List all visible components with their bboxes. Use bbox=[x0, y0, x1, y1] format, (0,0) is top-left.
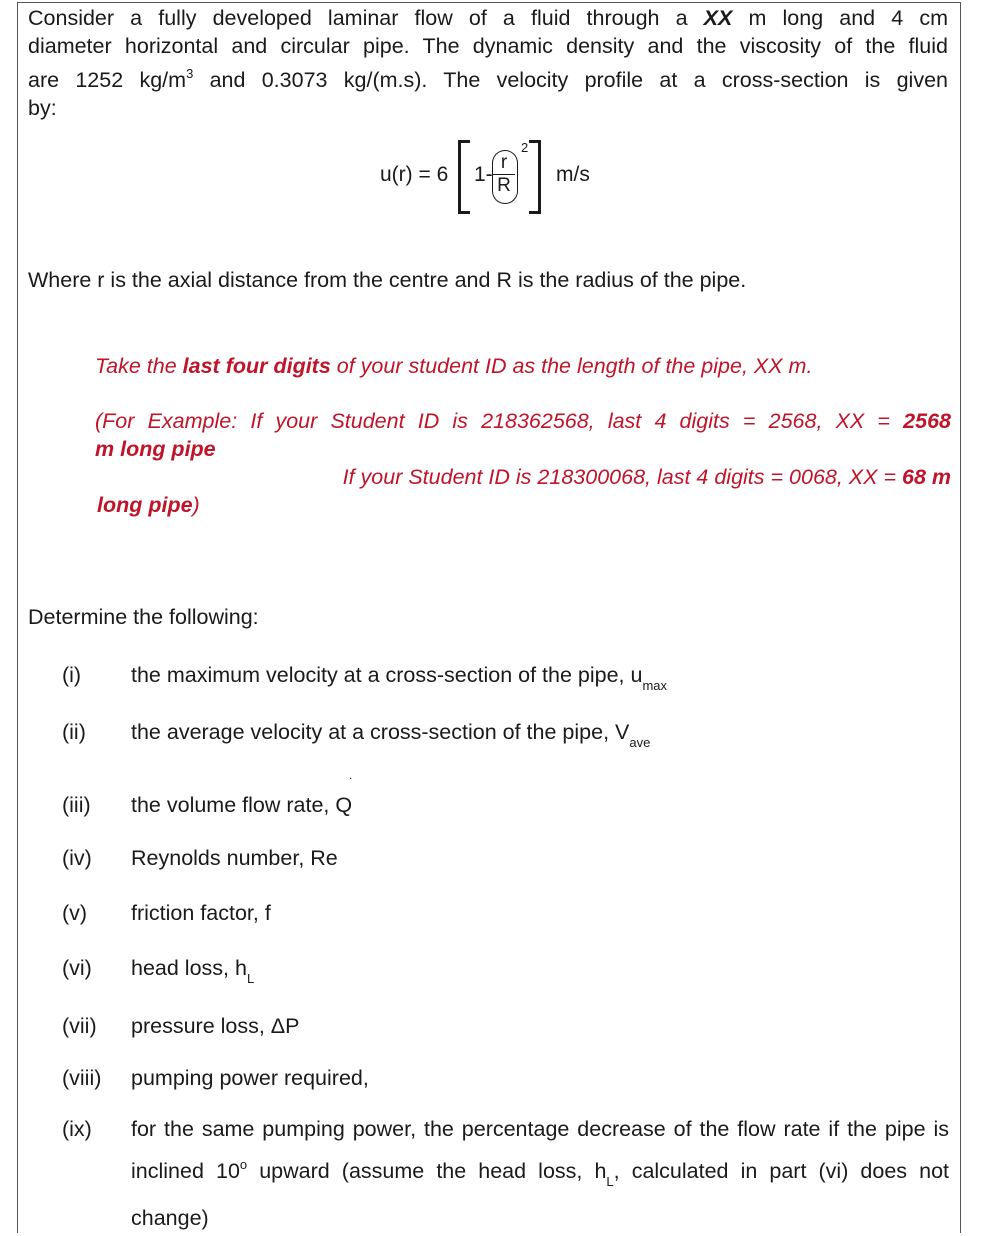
item-max-velocity: the maximum velocity at a cross-section of the pipe, $u_{max}$ bbox=[131, 663, 668, 693]
intro-line-1: Consider a fully developed laminar flow of a fluid through a XX m long and 4 cm bbox=[28, 6, 948, 30]
equation-lhs: u(r) = 6 bbox=[380, 163, 449, 186]
item-number: (v) bbox=[62, 901, 88, 925]
instruction-take: Take the last four digits of your student ID as the length of the pipe, XX m. bbox=[95, 354, 813, 378]
item-reynolds-number: Reynolds number, Re bbox=[131, 846, 338, 870]
item-number: (iii) bbox=[62, 793, 91, 817]
item-pumping-power: pumping power required, bbox=[131, 1066, 369, 1090]
item-number: (ii) bbox=[62, 720, 86, 744]
instruction-example-1: (For Example: If your Student ID is 218362568, last 4 digits = 2568, XX = 2568 m long pipe bbox=[95, 409, 951, 461]
fraction-denominator: R bbox=[497, 175, 511, 196]
item-number: (vii) bbox=[62, 1014, 97, 1038]
fraction-numerator: r bbox=[493, 152, 515, 175]
equation-exponent: 2 bbox=[521, 140, 529, 155]
where-text: Where r is the axial distance from the centre and R is the radius of the pipe. bbox=[28, 268, 747, 292]
determine-heading: Determine the following: bbox=[28, 605, 259, 629]
item-inclined-flow-rate: for the same pumping power, the percentage decrease of the flow rate if the pipe is inclined 10$^o$ upward (assume the head loss, $h_L$, calculated in part (vi) does not change) bbox=[131, 1117, 950, 1230]
item-flow-rate: the volume flow rate, Q bbox=[131, 793, 353, 817]
problem-statement bbox=[28, 4, 948, 122]
intro-line-2: diameter horizontal and circular pipe. The dynamic density and the viscosity of the fluid bbox=[28, 34, 948, 58]
left-bracket bbox=[458, 140, 470, 214]
right-paren bbox=[505, 150, 518, 204]
item-head-loss: head loss, $h_L$ bbox=[131, 956, 255, 986]
instruction-example-2: If your Student ID is 218300068, last 4 digits = 0068, XX = 68 m bbox=[342, 465, 951, 489]
item-friction-factor: friction factor, f bbox=[131, 901, 271, 925]
item-number: (iv) bbox=[62, 846, 92, 870]
item-number: (vi) bbox=[62, 956, 92, 980]
intro-line-4: by: bbox=[28, 96, 57, 120]
equation-one-minus: 1- bbox=[474, 163, 493, 186]
stray-dot: . bbox=[349, 768, 353, 782]
intro-line-3: are 1252 $kg/m^3$ and 0.3073 kg/(m.s). The velocity profile at a cross-section is given bbox=[28, 66, 948, 92]
item-number: (viii) bbox=[62, 1066, 102, 1090]
velocity-profile-equation bbox=[380, 140, 640, 215]
right-bracket bbox=[529, 140, 541, 214]
item-average-velocity: the average velocity at a cross-section of the pipe, $V_{ave}$ bbox=[131, 720, 651, 750]
item-pressure-loss: pressure loss, ΔP bbox=[131, 1014, 300, 1038]
instruction-example-2-end: long pipe) bbox=[97, 493, 200, 517]
item-number: (i) bbox=[62, 663, 82, 687]
item-number: (ix) bbox=[62, 1117, 92, 1141]
equation-unit: m/s bbox=[556, 163, 590, 186]
